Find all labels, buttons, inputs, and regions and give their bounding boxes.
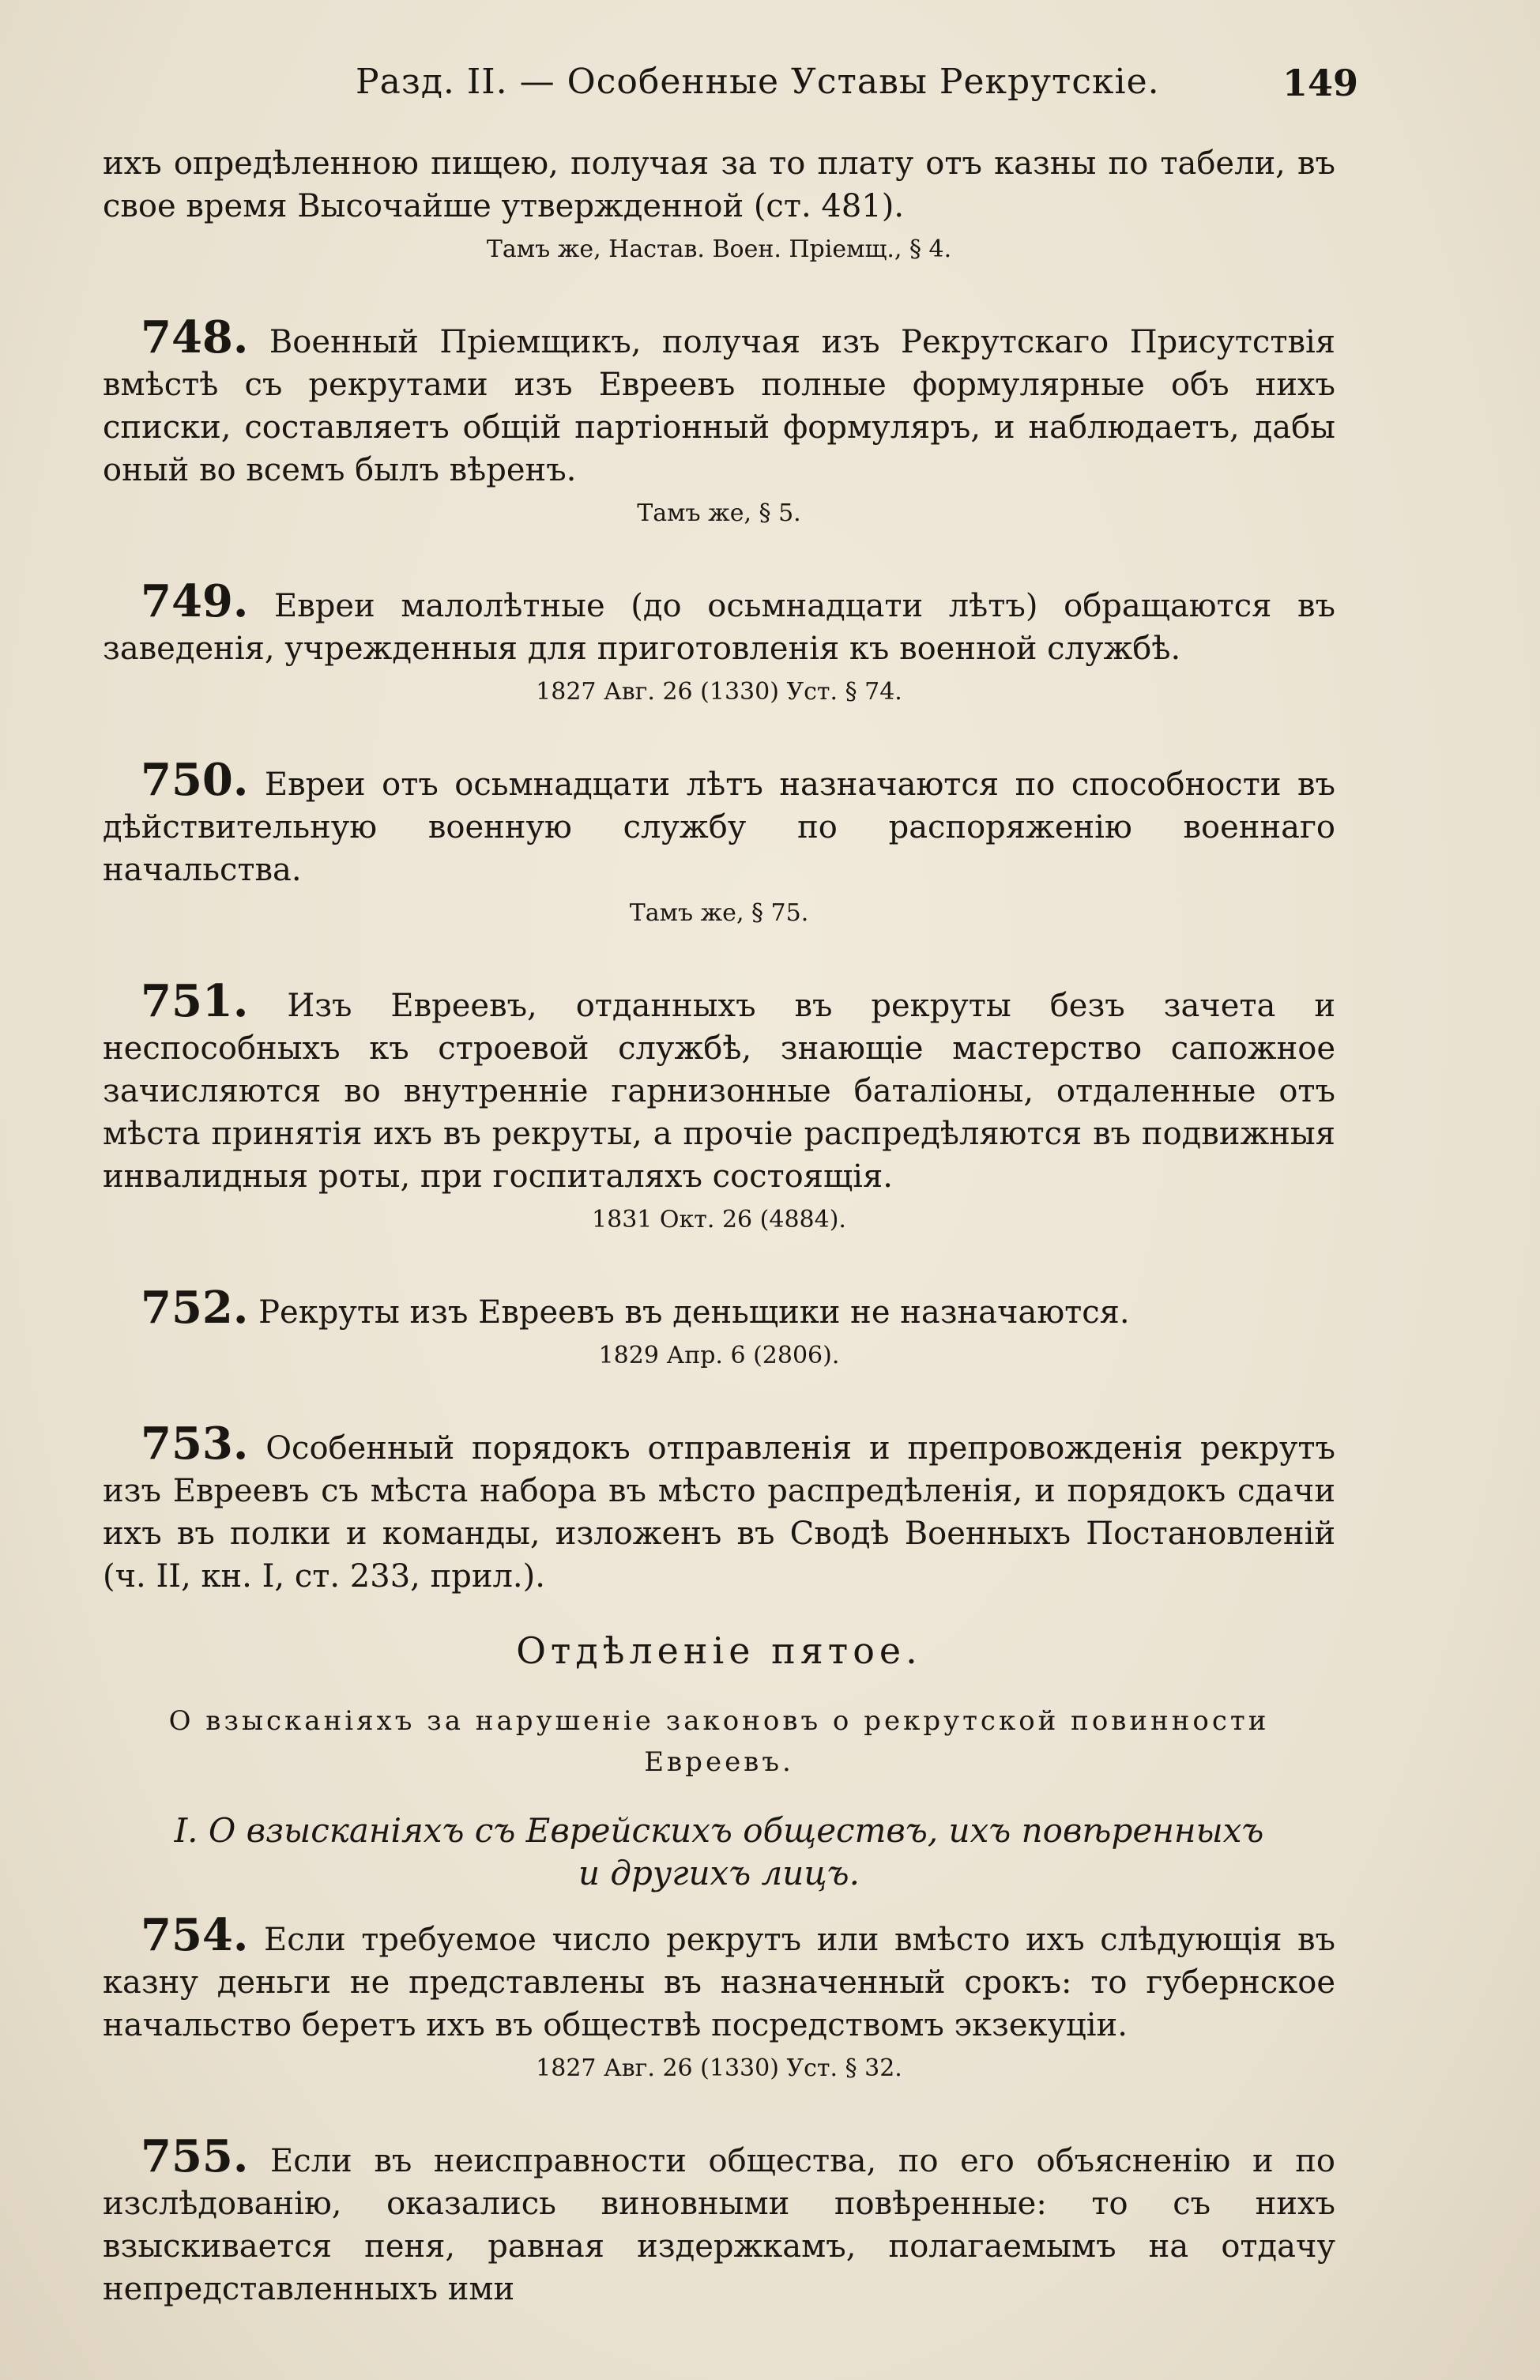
- article-text: Изъ Евреевъ, отданныхъ въ рекруты безъ зачета и неспособныхъ къ строевой службѣ, знающіе мастерство сапожное зачисляются во внутренніе гарнизонные баталіоны, отдаленные отъ мѣста принятія ихъ въ рекруты, а прочіе распредѣляются въ подвижныя инвалидныя роты, при госпиталяхъ состоящія.: [103, 988, 1335, 1195]
- page-header: [103, 57, 1358, 112]
- article-number: 751.: [141, 975, 249, 1027]
- source-citation: 1827 Авг. 26 (1330) Уст. § 32.: [536, 2054, 902, 2082]
- article-748: [103, 311, 1335, 529]
- continuation-paragraph: ихъ опредѣленною пищею, получая за то плату отъ казны по табели, въ свое время Высочайше утвержденной (ст. 481).: [103, 145, 1335, 224]
- source-citation: 1831 Окт. 26 (4884).: [592, 1206, 846, 1233]
- sub-heading: I. О взысканіяхъ съ Еврейскихъ обществъ, ихъ повѣренныхъ и другихъ лицъ.: [174, 1811, 1264, 1892]
- article-text: Евреи отъ осьмнадцати лѣтъ назначаются по способности въ дѣйствительную военную службу по распоряженію военнаго начальства.: [103, 766, 1335, 888]
- page-number: 149: [1282, 62, 1358, 104]
- article-text: Особенный порядокъ отправленія и препровожденія рекрутъ изъ Евреевъ съ мѣста набора въ мѣсто распредѣленія, и порядокъ сдачи ихъ въ полки и команды, изложенъ въ Сводѣ Военныхъ Постановленій (ч. II, кн. I, ст. 233, прил.).: [103, 1430, 1336, 1595]
- article-text: Если въ неисправности общества, по его объясненію и по изслѣдованію, оказались виновными повѣренные: то съ нихъ взыскивается пеня, равная издержкамъ, полагаемымъ на отдачу непредставленныхъ ими: [103, 2143, 1336, 2307]
- article-749: [103, 575, 1335, 708]
- source-citation: 1827 Авг. 26 (1330) Уст. § 74.: [536, 678, 902, 706]
- article-750: [103, 754, 1335, 929]
- article-number: 753.: [141, 1418, 249, 1470]
- source-citation: Тамъ же, Настав. Воен. Пріемщ., § 4.: [486, 235, 952, 263]
- article-number: 749.: [141, 575, 249, 627]
- article-text: Военный Пріемщикъ, получая изъ Рекрутскаго Присутствія вмѣстѣ съ рекрутами изъ Евреевъ полные формулярные объ нихъ списки, составляетъ общій партіонный формуляръ, и наблюдаетъ, дабы оный во всемъ былъ вѣренъ.: [103, 324, 1335, 488]
- article-text: Если требуемое число рекрутъ или вмѣсто ихъ слѣдующія въ казну деньги не представлены въ назначенный срокъ: то губернское начальство беретъ ихъ въ обществѣ посредствомъ экзекуціи.: [103, 1922, 1336, 2043]
- article-text: Евреи малолѣтные (до осьмнадцати лѣтъ) обращаются въ заведенія, учрежденныя для приготовленія къ военной службѣ.: [103, 588, 1335, 667]
- source-citation: Тамъ же, § 5.: [637, 499, 801, 527]
- source-citation: 1829 Апр. 6 (2806).: [598, 1342, 840, 1369]
- article-text: Рекруты изъ Евреевъ въ деньщики не назначаются.: [258, 1294, 1130, 1331]
- section-title: Отдѣленіе пятое.: [516, 1629, 922, 1672]
- article-751: [103, 975, 1335, 1236]
- article-number: 754.: [141, 1909, 249, 1961]
- page-body: [103, 142, 1335, 2310]
- section-subtitle: О взысканіяхъ за нарушеніе законовъ о рекрутской повинности Евреевъ.: [168, 1705, 1270, 1778]
- article-number: 750.: [141, 754, 249, 806]
- article-number: 755.: [141, 2130, 249, 2182]
- article-number: 748.: [141, 311, 249, 363]
- article-754: [103, 1909, 1336, 2084]
- article-753: [103, 1418, 1336, 1598]
- source-citation: Тамъ же, § 75.: [629, 899, 809, 927]
- article-755: [103, 2130, 1336, 2310]
- article-752: [103, 1282, 1335, 1372]
- running-head: Разд. II. — Особенные Уставы Рекрутскіе.: [356, 62, 1160, 102]
- article-number: 752.: [141, 1282, 249, 1334]
